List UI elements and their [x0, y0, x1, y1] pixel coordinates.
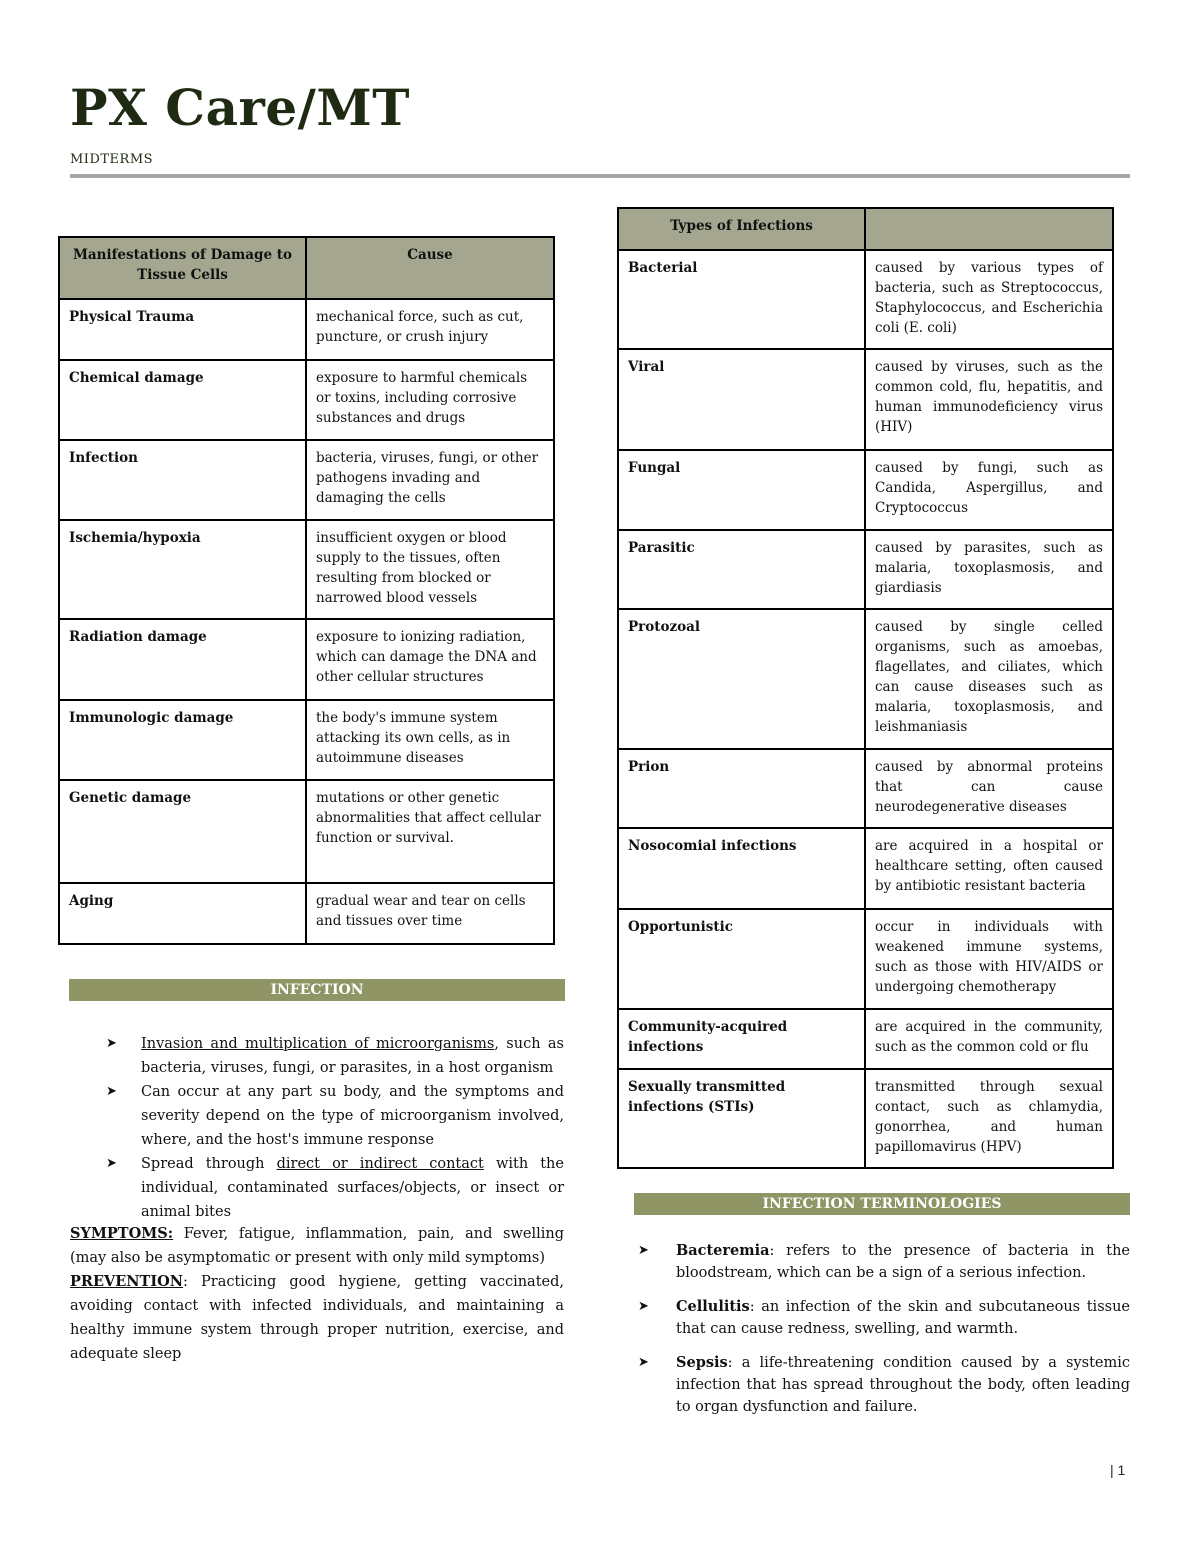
table-row: [618, 828, 1113, 909]
manifestation-cause: mutations or other genetic abnormalities that affect cellular function or survival.: [306, 780, 554, 883]
list-item: [70, 1152, 564, 1224]
table-row: [618, 250, 1113, 349]
damage-manifestations-table: [58, 236, 555, 945]
table-row: [618, 349, 1113, 450]
infection-type-name: Sexually transmitted infections (STIs): [618, 1069, 865, 1168]
list-item: [70, 1032, 564, 1080]
infection-type-name: Viral: [618, 349, 865, 450]
infection-type-description: occur in individuals with weakened immune systems, such as those with HIV/AIDS or undergoing chemotherapy: [865, 909, 1113, 1009]
manifestation-cause: exposure to ionizing radiation, which can damage the DNA and other cellular structures: [306, 619, 554, 700]
infection-bullet-list: [70, 1032, 564, 1224]
bullet-text: , such as bacteria, viruses, fungi, or parasites, in a host organism: [141, 1036, 564, 1076]
arrow-bullet-icon: ➤: [106, 1036, 117, 1051]
infection-type-name: Prion: [618, 749, 865, 828]
bullet-text: with the individual, contaminated surfaces/objects, or insect or animal bites: [141, 1156, 564, 1220]
infection-type-description: are acquired in a hospital or healthcare setting, often caused by antibiotic resistant bacteria: [865, 828, 1113, 909]
infection-type-description: caused by parasites, such as malaria, toxoplasmosis, and giardiasis: [865, 530, 1113, 609]
table-row: [59, 883, 554, 944]
infection-type-description: caused by viruses, such as the common cold, flu, hepatitis, and human immunodeficiency virus (HIV): [865, 349, 1113, 450]
infection-type-description: caused by abnormal proteins that can cause neurodegenerative diseases: [865, 749, 1113, 828]
bullet-text: Can occur at any part su body, and the symptoms and severity depend on the type of microorganism involved, where, and the host's immune response: [141, 1084, 564, 1148]
prevention-paragraph: [70, 1270, 564, 1366]
manifestation-cause: mechanical force, such as cut, puncture, or crush injury: [306, 299, 554, 360]
term-description: : an infection of the skin and subcutaneous tissue that can cause redness, swelling, and warmth.: [676, 1299, 1130, 1337]
table-row: [59, 360, 554, 440]
arrow-bullet-icon: ➤: [638, 1243, 649, 1258]
infection-type-name: Nosocomial infections: [618, 828, 865, 909]
table-header-types: Types of Infections: [618, 208, 865, 250]
table-row: [59, 619, 554, 700]
arrow-bullet-icon: ➤: [106, 1156, 117, 1171]
bullet-underlined-text: Invasion and multiplication of microorganisms: [141, 1036, 495, 1052]
infection-type-name: Protozoal: [618, 609, 865, 749]
infection-type-description: caused by single celled organisms, such as amoebas, flagellates, and ciliates, which can cause diseases such as malaria, toxoplasmosis, and leishmaniasis: [865, 609, 1113, 749]
table-row: [618, 530, 1113, 609]
infection-type-name: Community-acquired infections: [618, 1009, 865, 1069]
bullet-underlined-text: direct or indirect contact: [276, 1156, 484, 1172]
table-row: [59, 700, 554, 780]
document-title: PX Care/MT: [70, 78, 410, 137]
table-row: [59, 299, 554, 360]
prevention-text: : Practicing good hygiene, getting vaccinated, avoiding contact with infected individuals, and maintaining a healthy immune system through proper nutrition, exercise, and adequate sleep: [70, 1274, 564, 1362]
table-row: [59, 520, 554, 619]
terminologies-list: [634, 1240, 1130, 1430]
table-row: [618, 1069, 1113, 1168]
manifestation-name: Infection: [59, 440, 306, 520]
manifestation-name: Genetic damage: [59, 780, 306, 883]
manifestation-name: Aging: [59, 883, 306, 944]
infection-type-description: transmitted through sexual contact, such as chlamydia, gonorrhea, and human papillomavirus (HPV): [865, 1069, 1113, 1168]
table-row: [59, 440, 554, 520]
term-name: Sepsis: [676, 1354, 728, 1371]
infection-type-name: Opportunistic: [618, 909, 865, 1009]
table-header-cause: Cause: [306, 237, 554, 299]
page-number: | 1: [1110, 1462, 1126, 1478]
header-divider: [70, 174, 1130, 178]
arrow-bullet-icon: ➤: [638, 1299, 649, 1314]
types-of-infections-table: [617, 207, 1114, 1169]
terminologies-section-heading: INFECTION TERMINOLOGIES: [634, 1193, 1130, 1215]
prevention-label: PREVENTION: [70, 1273, 184, 1290]
table-row: [59, 780, 554, 883]
table-row: [618, 609, 1113, 749]
arrow-bullet-icon: ➤: [638, 1355, 649, 1370]
term-name: Cellulitis: [676, 1298, 750, 1315]
manifestation-name: Ischemia/hypoxia: [59, 520, 306, 619]
document-subtitle: MIDTERMS: [70, 152, 154, 167]
manifestation-cause: bacteria, viruses, fungi, or other pathogens invading and damaging the cells: [306, 440, 554, 520]
list-item: [634, 1240, 1130, 1284]
table-row: [618, 450, 1113, 530]
list-item: [70, 1080, 564, 1152]
term-description: : refers to the presence of bacteria in the bloodstream, which can be a sign of a serious infection.: [676, 1243, 1130, 1281]
table-header-description: [865, 208, 1113, 250]
manifestation-cause: gradual wear and tear on cells and tissues over time: [306, 883, 554, 944]
arrow-bullet-icon: ➤: [106, 1084, 117, 1099]
table-row: [618, 1009, 1113, 1069]
infection-type-description: caused by various types of bacteria, such as Streptococcus, Staphylococcus, and Escherichia coli (E. coli): [865, 250, 1113, 349]
infection-type-name: Fungal: [618, 450, 865, 530]
term-name: Bacteremia: [676, 1242, 770, 1259]
manifestation-cause: the body's immune system attacking its own cells, as in autoimmune diseases: [306, 700, 554, 780]
infection-type-name: Bacterial: [618, 250, 865, 349]
infection-type-name: Parasitic: [618, 530, 865, 609]
bullet-text: Spread through: [141, 1156, 277, 1172]
table-header-manifestations: Manifestations of Damage to Tissue Cells: [59, 237, 306, 299]
manifestation-cause: insufficient oxygen or blood supply to the tissues, often resulting from blocked or narrowed blood vessels: [306, 520, 554, 619]
infection-type-description: are acquired in the community, such as the common cold or flu: [865, 1009, 1113, 1069]
table-row: [618, 749, 1113, 828]
infection-section-heading: INFECTION: [69, 979, 565, 1001]
infection-type-description: caused by fungi, such as Candida, Aspergillus, and Cryptococcus: [865, 450, 1113, 530]
manifestation-name: Immunologic damage: [59, 700, 306, 780]
symptoms-text: Fever, fatigue, inflammation, pain, and swelling (may also be asymptomatic or present with only mild symptoms): [70, 1226, 564, 1266]
term-description: : a life-threatening condition caused by a systemic infection that has spread throughout the body, often leading to organ dysfunction and failure.: [676, 1355, 1130, 1415]
symptoms-label: SYMPTOMS:: [70, 1225, 174, 1242]
table-row: [618, 909, 1113, 1009]
manifestation-name: Physical Trauma: [59, 299, 306, 360]
manifestation-name: Chemical damage: [59, 360, 306, 440]
manifestation-name: Radiation damage: [59, 619, 306, 700]
symptoms-paragraph: [70, 1222, 564, 1270]
list-item: [634, 1296, 1130, 1340]
manifestation-cause: exposure to harmful chemicals or toxins, including corrosive substances and drugs: [306, 360, 554, 440]
list-item: [634, 1352, 1130, 1418]
